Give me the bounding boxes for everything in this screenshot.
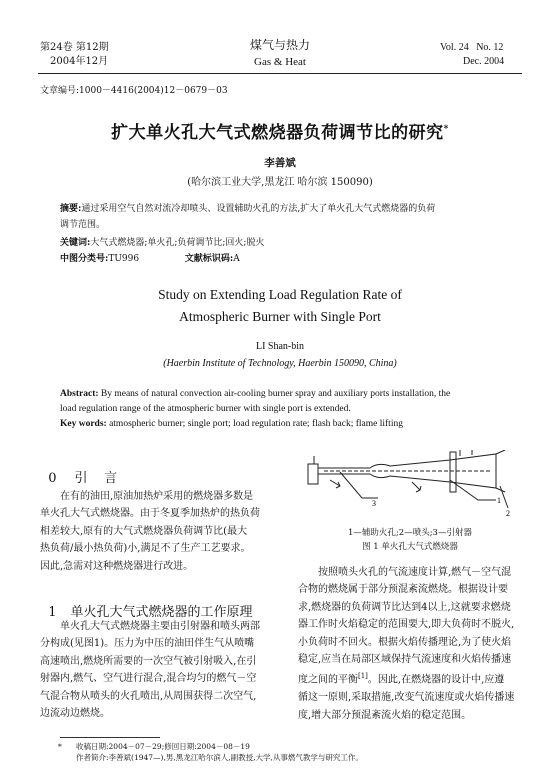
reference-mark: [1] [358, 672, 368, 681]
abstract-label: 摘要: [60, 204, 82, 214]
title-cn-text: 扩大单火孔大气式燃烧器负荷调节比的研究 [111, 123, 444, 143]
section-0-heading [40, 452, 117, 486]
nozzle-inlet [308, 464, 318, 484]
doc-code-label: 文献标识码: [184, 254, 234, 264]
right-line: 器工作时火焰稳定的范围要大,即大负荷时不脱火, [298, 619, 515, 631]
intro-line: 单火孔大气式燃烧器。由于冬夏季加热炉的热负荷 [40, 508, 260, 520]
figure-caption: 图 1 单火孔大气式燃烧器 [362, 542, 458, 552]
right-column-paragraph [298, 564, 528, 724]
sec1-line: 边流动边燃烧。 [40, 708, 110, 720]
intro-paragraph [40, 488, 280, 575]
volume-issue: 第24卷 第12期 [40, 42, 109, 53]
abstract-line1: 通过采用空气自然对流冷却喷头、设置辅助火孔的方法,扩大了单火孔大气式燃烧器的负荷 [81, 204, 436, 214]
sec1-line: 分构成(见图1)。压力为中压的油田伴生气从喷嘴 [40, 638, 255, 650]
affiliation-en: (Haerbin Institute of Technology, Haerbin 150090, China) [163, 358, 397, 369]
burner-figure [300, 450, 520, 530]
title-cn [0, 118, 560, 143]
clc-label: 中图分类号: [60, 254, 109, 264]
leader-2 [500, 486, 508, 508]
sec1-line: 高速喷出,燃烧所需要的一次空气被引射吸入,在引 [40, 655, 257, 667]
author-cn: 李善斌 [264, 157, 296, 169]
section-0-number: 0 [48, 471, 57, 486]
keywords-en: atmospheric burner; single port; load regulation rate; flash back; flame lifting [106, 419, 403, 429]
right-line-part: 度之间的平衡 [298, 674, 358, 686]
figure-label-1: 1 [497, 496, 501, 505]
abstract-en-line2: load regulation range of the atmospheric burner with single port is extended. [60, 404, 351, 414]
figure-label-2: 2 [506, 509, 510, 518]
figure-legend: 1—辅助火孔;2—喷头;3—引射器 [348, 528, 472, 538]
section-1-number: 1 [48, 605, 57, 620]
abstract-en-line1: By means of natural convection air-cooling burner spray and auxiliary ports installation, the [98, 389, 451, 399]
doc-code: A [233, 254, 240, 264]
right-line: 求,燃烧器的负荷调节比达到4以上,这就要求燃烧 [298, 601, 511, 613]
title-footnote-mark: * [443, 124, 449, 135]
intro-line: 热负荷/最小热负荷)小,满足不了生产工艺要求。 [40, 543, 251, 555]
sec1-line: 气混合物从喷头的火孔喷出,从周围获得二次空气, [40, 690, 257, 702]
head-lip [496, 450, 505, 492]
section-1-heading [40, 586, 253, 620]
abstract-en [60, 387, 512, 432]
section-1-paragraph [40, 618, 280, 722]
section-1-title: 单火孔大气式燃烧器的工作原理 [70, 605, 253, 620]
volume-issue-en: Vol. 24 No. 12 [440, 42, 504, 53]
sec1-line: 单火孔大气式燃烧器主要由引射器和喷头两部 [60, 621, 260, 632]
author-en: LI Shan-bin [255, 341, 305, 352]
intro-line: 相差较大,原有的大气式燃烧器负荷调节比(最大 [40, 525, 248, 537]
clc-code: TU996 [108, 254, 140, 264]
figure-label-3: 3 [372, 499, 376, 508]
affiliation-cn: (哈尔滨工业大学,黑龙江 哈尔滨 150090) [187, 177, 373, 188]
air-arrow [412, 482, 421, 492]
intro-line: 因此,急需对这种燃烧器进行改进。 [40, 560, 194, 572]
right-line: 循这一原则,采取措施,改变气流速度或火焰传播速 [298, 692, 515, 704]
section-0-title: 引 言 [74, 471, 118, 486]
intro-line: 在有的油田,原油加热炉采用的燃烧器多数是 [60, 491, 254, 502]
right-line: 度,增大部分预混紊流火焰的稳定范围。 [298, 709, 472, 721]
footnote-author-bio: 作者简介:李善斌(1947—),男,黑龙江哈尔滨人,副教授,大学,从事燃气教学与研究工作。 [76, 753, 363, 762]
journal-name-cn: 煤气与热力 [249, 38, 310, 52]
right-line: 按照喷头火孔的气流速度计算,燃气－空气混 [318, 567, 512, 578]
keywords-label: 关键词: [60, 238, 91, 248]
title-en-line1: Study on Extending Load Regulation Rate of [158, 287, 402, 302]
keywords-en-label: Key words: [60, 419, 107, 429]
abstract-en-label: Abstract: [60, 389, 99, 399]
title-en-line2: Atmospheric Burner with Single Port [179, 309, 381, 324]
air-arrow [330, 480, 340, 488]
footnote-dates: 收稿日期:2004－07－29;修回日期:2004－08－19 [76, 742, 250, 751]
right-line: 合物的燃烧属于部分预混紊流燃烧。根据设计要 [298, 584, 508, 596]
footnote-rule [60, 737, 160, 738]
abstract-cn [60, 202, 510, 266]
right-line-part: 。因此,在燃烧器的设计中,应遵 [367, 674, 505, 686]
article-number: 文章编号:1000－4416(2004)12－0679－03 [40, 86, 228, 96]
issue-date-en: Dec. 2004 [463, 56, 505, 67]
journal-name-en: Gas & Heat [254, 56, 306, 68]
abstract-line2: 调节范围。 [60, 220, 106, 230]
keywords-cn: 大气式燃烧器;单火孔;负荷调节比;回火;脱火 [90, 238, 265, 248]
right-line: 稳定,应当在局部区域保持气流速度和火焰传播速 [298, 654, 512, 666]
sec1-line: 射器内,燃气、空气进行混合,混合均匀的燃气－空 [40, 673, 257, 685]
header-rule [38, 73, 522, 74]
footnote-mark: * [58, 742, 62, 751]
issue-date: 2004年12月 [50, 56, 109, 67]
burner-head [450, 452, 456, 492]
right-line [298, 668, 528, 689]
right-line: 小负荷时不回火。根据火焰传播理论,为了使火焰 [298, 636, 512, 648]
